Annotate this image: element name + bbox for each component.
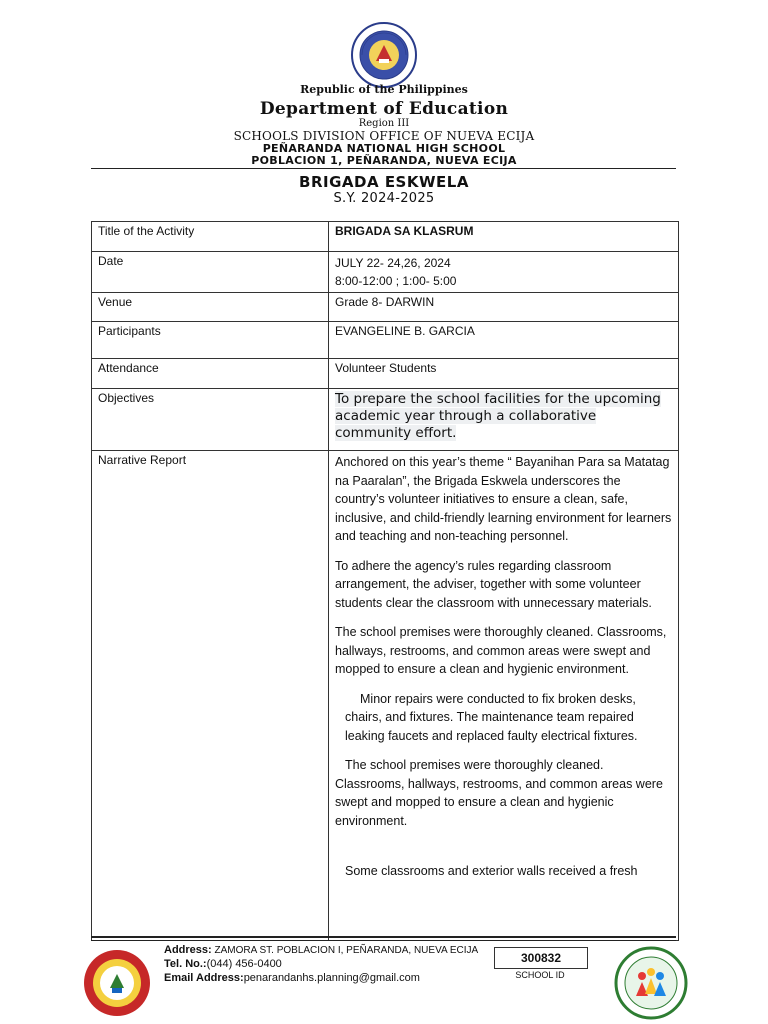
narrative-paragraph: To adhere the agency’s rules regarding classroom arrangement, the adviser, together with some volunteer students clear the classroom with unnecessary materials. <box>335 558 652 610</box>
footer-email <box>164 972 420 984</box>
date-label: Date <box>92 252 329 293</box>
narrative-paragraph: The school premises were thoroughly cleaned. Classrooms, hallways, restrooms, and common areas were swept and mopped to ensure a clean and hygienic environment. <box>335 625 667 676</box>
objectives-cell <box>329 389 679 451</box>
date-cell <box>329 252 679 293</box>
narrative-paragraph: The school premises were thoroughly cleaned. Classrooms, hallways, restrooms, and common areas were swept and mopped to ensure a clean and hygienic environment. <box>335 758 663 828</box>
email-label: Email Address: <box>164 972 244 984</box>
narrative-paragraph: Some classrooms and exterior walls received a fresh <box>345 864 638 878</box>
participants-value: EVANGELINE B. GARCIA <box>329 322 679 359</box>
objectives-label: Objectives <box>92 389 329 451</box>
child-friendly-school-logo-icon <box>614 946 688 1020</box>
activity-table <box>91 221 679 941</box>
narrative-paragraph: Minor repairs were conducted to fix broken desks, chairs, and fixtures. The maintenance team repaired leaking faucets and replaced faulty electrical fixtures. <box>345 691 638 743</box>
republic-line: Republic of the Philippines <box>300 83 468 96</box>
tel-label: Tel. No.: <box>164 958 207 970</box>
time-value: 8:00-12:00 ; 1:00- 5:00 <box>335 274 457 288</box>
date-value: JULY 22- 24,26, 2024 <box>335 256 451 270</box>
narrative-label: Narrative Report <box>92 451 329 941</box>
venue-label: Venue <box>92 293 329 322</box>
attendance-label: Attendance <box>92 359 329 389</box>
document-title: BRIGADA ESKWELA <box>299 173 469 191</box>
table-row <box>92 293 679 322</box>
address-value: ZAMORA ST. POBLACION I, PEÑARANDA, NUEVA ECIJA <box>211 945 479 956</box>
tel-value: (044) 456-0400 <box>206 958 282 970</box>
school-year: S.Y. 2024-2025 <box>333 191 435 206</box>
narrative-paragraph: Anchored on this year’s theme “ Bayanihan Para sa Matatag na Paaralan”, the Brigada Eskwela underscores the country’s volunteer initiatives to ensure a clean, safe, inclusive, and child-friendly learning environment for learners and teaching and non-teaching personnel. <box>335 455 672 543</box>
school-id-label: SCHOOL ID <box>515 970 565 980</box>
table-row <box>92 451 679 941</box>
region-line: Region III <box>358 118 410 129</box>
footer-divider <box>91 936 676 938</box>
school-id-value: 300832 <box>494 947 588 969</box>
school-name: PEÑARANDA NATIONAL HIGH SCHOOL <box>262 142 506 155</box>
narrative-cell <box>329 451 679 941</box>
school-logo-icon <box>82 948 152 1018</box>
division-line: SCHOOLS DIVISION OFFICE OF NUEVA ECIJA <box>233 129 535 143</box>
participants-label: Participants <box>92 322 329 359</box>
table-row <box>92 359 679 389</box>
address-label: Address: <box>164 944 212 956</box>
table-row <box>92 222 679 252</box>
attendance-value: Volunteer Students <box>329 359 679 389</box>
activity-label: Title of the Activity <box>92 222 329 252</box>
school-address: POBLACION 1, PEÑARANDA, NUEVA ECIJA <box>251 154 517 167</box>
table-row <box>92 322 679 359</box>
footer-address <box>164 944 478 956</box>
objectives-value: To prepare the school facilities for the upcoming academic year through a collaborative community effort. <box>335 391 661 441</box>
email-value: penarandanhs.planning@gmail.com <box>243 972 420 984</box>
activity-value: BRIGADA SA KLASRUM <box>329 222 679 252</box>
header-divider <box>91 168 676 169</box>
venue-value: Grade 8- DARWIN <box>329 293 679 322</box>
table-row <box>92 252 679 293</box>
department-title: Department of Education <box>259 99 509 119</box>
deped-seal-icon <box>350 21 418 89</box>
table-row <box>92 389 679 451</box>
footer-divider-thin <box>91 940 676 941</box>
footer-tel <box>164 958 282 970</box>
